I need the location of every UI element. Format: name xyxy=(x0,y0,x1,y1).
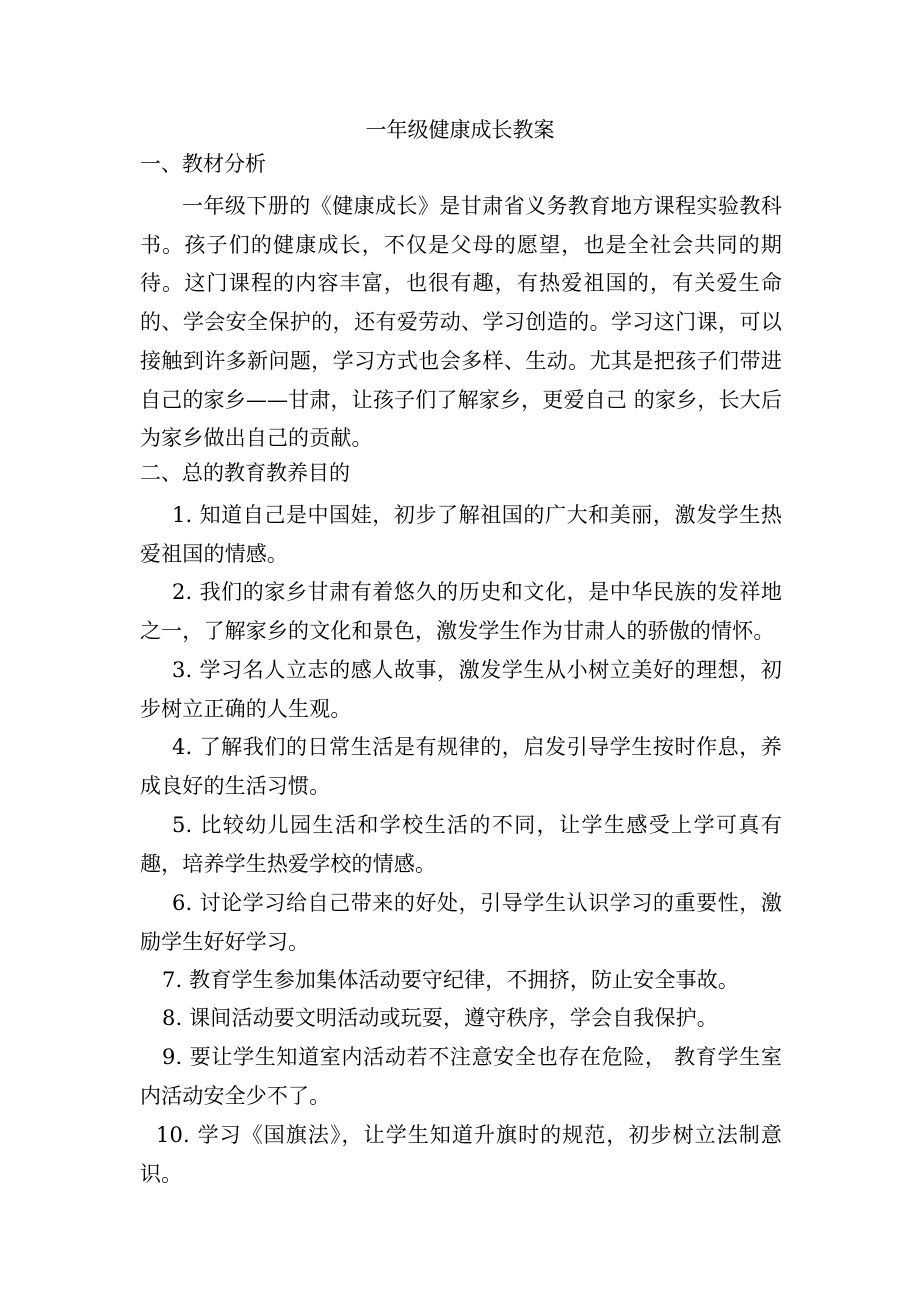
goal-item-7: 7. 教育学生参加集体活动要守纪律，不拥挤，防止安全事故。 xyxy=(162,968,740,992)
goal-item-6: 6. 讨论学习给自己带来的好处，引导学生认识学习的重要性，激励学生好好学习。 xyxy=(140,891,782,954)
section-heading-materials: 一、教材分析 xyxy=(140,152,266,176)
document-title: 一年级健康成长教案 xyxy=(365,118,555,142)
goal-item-2: 2. 我们的家乡甘肃有着悠久的历史和文化，是中华民族的发祥地之一，了解家乡的文化和景色，激发学生作为甘肃人的骄傲的情怀。 xyxy=(140,580,782,643)
materials-paragraph: 一年级下册的《健康成长》是甘肃省义务教育地方课程实验教科书。孩子们的健康成长，不仅是父母的愿望，也是全社会共同的期待。这门课程的内容丰富，也很有趣，有热爱祖国的，有关爱生命的、学会安全保护的，还有爱劳动、学习创造的。学习这门课，可以接触到许多新问题，学习方式也会多样、生动。尤其是把孩子们带进自己的家乡——甘肃，让孩子们了解家乡，更爱自己 的家乡，长大后为家乡做出自己的贡献。 xyxy=(140,194,782,451)
goal-item-8: 8. 课间活动要文明活动或玩耍，遵守秩序，学会自我保护。 xyxy=(162,1006,718,1030)
goal-item-9: 9. 要让学生知道室内活动若不注意安全也存在危险， 教育学生室内活动安全少不了。 xyxy=(140,1045,782,1108)
goal-item-3: 3. 学习名人立志的感人故事，激发学生从小树立美好的理想，初步树立正确的人生观。 xyxy=(140,658,782,721)
goal-item-4: 4. 了解我们的日常生活是有规律的，启发引导学生按时作息，养成良好的生活习惯。 xyxy=(140,735,782,798)
section-heading-goals: 二、总的教育教养目的 xyxy=(140,461,350,485)
goal-item-10: 10. 学习《国旗法》，让学生知道升旗时的规范，初步树立法制意识。 xyxy=(140,1123,782,1186)
goal-item-1: 1. 知道自己是中国娃，初步了解祖国的广大和美丽，激发学生热爱祖国的情感。 xyxy=(140,503,782,566)
goal-item-5: 5. 比较幼儿园生活和学校生活的不同，让学生感受上学可真有趣，培养学生热爱学校的情感。 xyxy=(140,813,782,876)
